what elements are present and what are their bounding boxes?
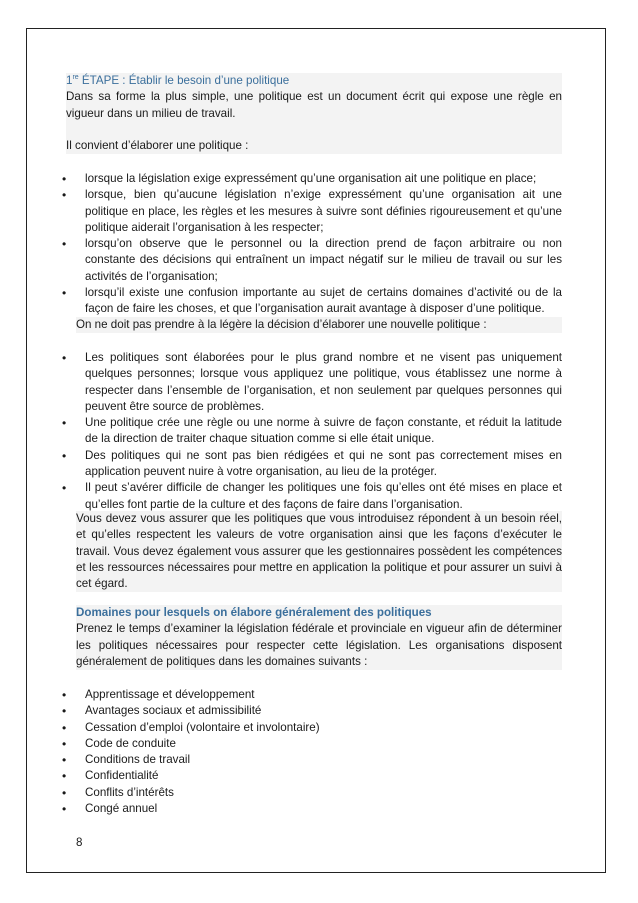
list-item: • Conditions de travail <box>60 752 562 768</box>
domains-heading: Domaines pour lesquels on élabore généralement des politiques <box>76 606 432 619</box>
list-item: • lorsqu’il existe une confusion importante au sujet de certains domaines d’activité ou de la façon de faire les choses, et que l’organisation aurait avantage à disposer d’une politique. <box>60 285 562 318</box>
list-item: • Une politique crée une règle ou une norme à suivre de façon constante, et réduit la latitude de la direction de traiter chaque situation comme si elle était unique. <box>60 415 562 448</box>
list-item: • Congé annuel <box>60 801 562 817</box>
list-item: • Apprentissage et développement <box>60 687 562 703</box>
page-number: 8 <box>76 836 83 849</box>
list-item: • lorsqu’on observe que le personnel ou la direction prend de façon arbitraire ou non constante des décisions qui entraînent un impact négatif sur le milieu de travail ou sur les activités de l’organisation; <box>60 236 562 285</box>
step-heading <box>66 73 562 89</box>
list-item: • Des politiques qui ne sont pas bien rédigées et qui ne sont pas correctement mises en application peuvent nuire à votre organisation, au lieu de la protéger. <box>60 448 562 481</box>
list-item: • Avantages sociaux et admissibilité <box>60 703 562 719</box>
list-item: • lorsque, bien qu’aucune législation n’exige expressément qu’une organisation ait une politique en place, les règles et les mesures à suivre sont définies rigoureusement et qu’une politique aiderait l’organisation à les respecter; <box>60 187 562 236</box>
list-item: • Code de conduite <box>60 736 562 752</box>
step-lead: Il convient d’élaborer une politique : <box>66 138 249 152</box>
domains-section <box>76 605 562 670</box>
list-item: • Confidentialité <box>60 768 562 784</box>
domains-list <box>60 687 562 817</box>
cautions-list <box>60 350 562 513</box>
list-item: • lorsque la législation exige expressément qu’une organisation ait une politique en place; <box>60 171 562 187</box>
list-item: • Conflits d’intérêts <box>60 785 562 801</box>
list-item: • Il peut s’avérer difficile de changer les politiques une fois qu’elles ont été mises en place et qu’elles font partie de la culture et des façons de faire dans l’organisation. <box>60 480 562 513</box>
domains-intro: Prenez le temps d’examiner la législation fédérale et provinciale en vigueur afin de déterminer les politiques nécessaires pour respecter cette législation. Les organisations disposent généralement de politiques dans les domaines suivants : <box>76 622 562 668</box>
conditions-list <box>60 171 562 318</box>
step-number-suffix: re <box>72 74 79 82</box>
assurance-paragraph: Vous devez vous assurer que les politiques que vous introduisez répondent à un besoin réel, et qu’elles respectent les valeurs de votre organisation ainsi que les façons d’exécuter le travail. Vous devez également vous assurer que les gestionnaires possèdent les compétences et les ressources nécessaires pour mettre en application la politique et pour assurer un suivi à cet égard. <box>76 511 562 592</box>
step-number: 1 <box>66 74 73 87</box>
list-item: • Cessation d’emploi (volontaire et involontaire) <box>60 720 562 736</box>
step-title: ÉTAPE : Établir le besoin d’une politique <box>81 74 290 87</box>
step-intro: Dans sa forme la plus simple, une politique est un document écrit qui expose une règle en vigueur dans un milieu de travail. <box>66 90 562 120</box>
list-item: • Les politiques sont élaborées pour le plus grand nombre et ne visent pas uniquement quelques personnes; lorsque vous appliquez une politique, vous établissez une norme à respecter dans l’ensemble de l’organisation, et non seulement par quelques personnes qui peuvent être source de problèmes. <box>60 350 562 415</box>
caution-lead: On ne doit pas prendre à la légère la décision d’élaborer une nouvelle politique : <box>76 317 562 333</box>
step-section <box>66 73 562 154</box>
